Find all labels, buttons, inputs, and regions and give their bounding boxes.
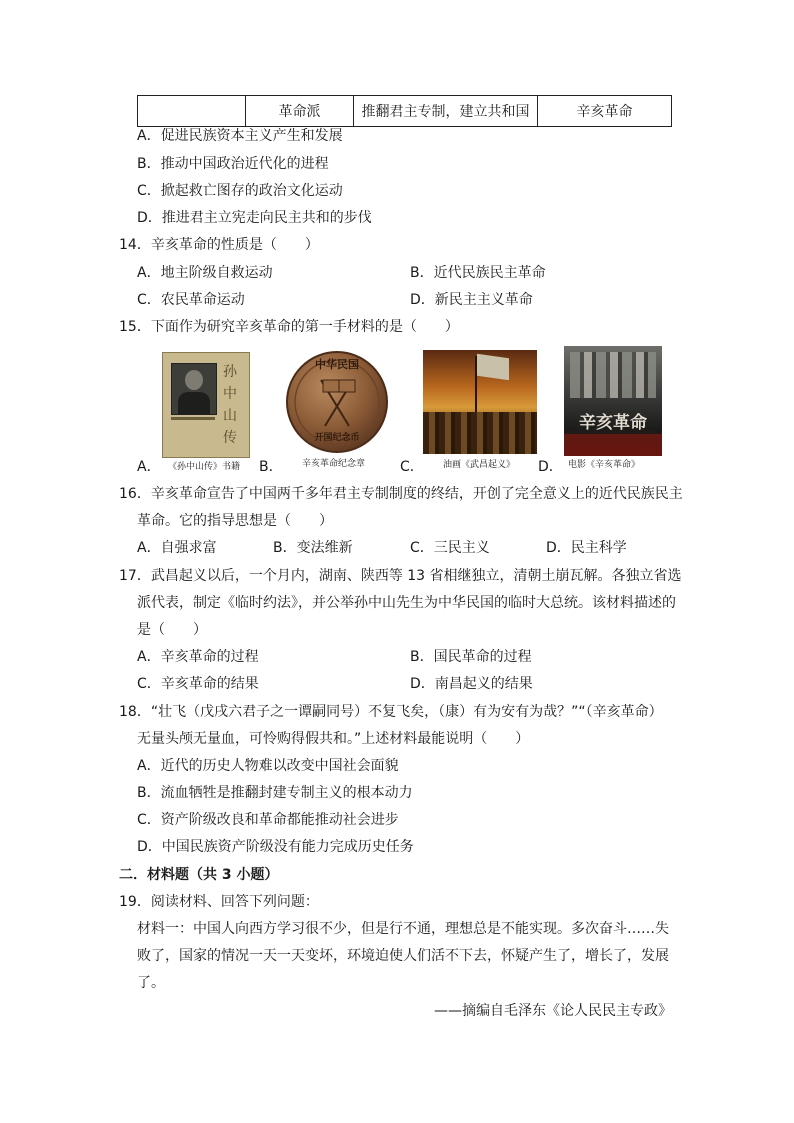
- q17-line3: 是（ ）: [137, 622, 207, 638]
- table-cell: 推翻君主专制，建立共和国: [354, 96, 538, 127]
- answer-table: [137, 95, 672, 127]
- q15-caption-a: 《孙中山传》书籍: [168, 462, 241, 472]
- table-cell: [138, 96, 246, 127]
- section-heading: 二．材料题（共 3 小题）: [119, 867, 279, 883]
- q19-source: ——摘编自毛泽东《论人民民主专政》: [434, 1003, 672, 1019]
- q16-option-a: A．自强求富: [137, 540, 217, 556]
- q18-option-c: C．资产阶级改良和革命都能推动社会进步: [137, 812, 399, 828]
- poster-faces: [570, 352, 656, 398]
- movie-poster-image: [564, 346, 662, 456]
- q15-caption-b: 辛亥革命纪念章: [302, 459, 366, 469]
- q19-stem: 19．阅读材料、回答下列问题：: [119, 894, 319, 910]
- q18-line1: 18．“壮飞（戊戌六君子之一谭嗣同号）不复飞矣，（康）有为安有为哉？”“（辛亥革命）: [119, 704, 663, 720]
- coin-image: [283, 350, 391, 454]
- book-cover-image: [162, 352, 250, 458]
- q16-line1: 16．辛亥革命宣告了中国两千多年君主专制制度的终结，开创了完全意义上的近代民族民主: [119, 486, 683, 502]
- coin-top-text: 中华民国: [315, 358, 359, 371]
- q16-line2: 革命。它的指导思想是（ ）: [137, 513, 333, 529]
- flag-icon: [477, 354, 509, 380]
- q18-option-d: D．中国民族资产阶级没有能力完成历史任务: [137, 839, 414, 855]
- q17-option-a: A．辛亥革命的过程: [137, 649, 259, 665]
- q18-line2: 无量头颅无量血，可怜购得假共和。”上述材料最能说明（ ）: [137, 731, 530, 747]
- q15-caption-c: 油画《武昌起义》: [443, 460, 516, 470]
- q17-line1: 17．武昌起义以后，一个月内，湖南、陕西等 13 省相继独立，清朝土崩瓦解。各独立省选: [119, 568, 682, 584]
- q19-material1-line3: 了。: [137, 975, 165, 991]
- q13-option-d: D．推进君主立宪走向民主共和的步伐: [137, 210, 372, 226]
- oil-painting-image: [423, 350, 537, 454]
- table-row: [138, 96, 672, 127]
- q16-option-d: D．民主科学: [546, 540, 627, 556]
- q15-caption-d: 电影《辛亥革命》: [568, 460, 641, 470]
- coin-bottom-text: 开国纪念币: [314, 433, 360, 443]
- q14-option-c: C．农民革命运动: [137, 292, 245, 308]
- q15-stem: 15．下面作为研究辛亥革命的第一手材料的是（ ）: [119, 319, 459, 335]
- q18-option-a: A．近代的历史人物难以改变中国社会面貌: [137, 758, 399, 774]
- q14-option-a: A．地主阶级自救运动: [137, 265, 273, 281]
- q15-letter-d: D．: [538, 459, 563, 475]
- book-title: 孙中山传: [223, 364, 237, 446]
- q19-material1-line1: 材料一：中国人向西方学习很不少，但是行不通，理想总是不能实现。多次奋斗……失: [137, 921, 669, 937]
- q17-option-d: D．南昌起义的结果: [410, 676, 533, 692]
- q14-stem: 14．辛亥革命的性质是（ ）: [119, 237, 319, 253]
- q15-letter-b: B．: [259, 459, 283, 475]
- movie-title: 辛亥革命: [579, 413, 647, 433]
- q15-letter-c: C．: [400, 459, 424, 475]
- q16-option-b: B．变法维新: [273, 540, 353, 556]
- q13-option-b: B．推动中国政治近代化的进程: [137, 156, 329, 172]
- portrait-photo: [171, 363, 217, 415]
- q17-line2: 派代表，制定《临时约法》，并公举孙中山先生为中华民国的临时大总统。该材料描述的: [137, 595, 676, 611]
- q14-option-b: B．近代民族民主革命: [410, 265, 546, 281]
- q19-material1-line2: 败了，国家的情况一天一天变坏，环境迫使人们活不下去，怀疑产生了，增长了，发展: [137, 948, 669, 964]
- q18-option-b: B．流血牺牲是推翻封建专制主义的根本动力: [137, 785, 413, 801]
- table-cell: 辛亥革命: [538, 96, 672, 127]
- q14-option-d: D．新民主主义革命: [410, 292, 533, 308]
- q17-option-c: C．辛亥革命的结果: [137, 676, 259, 692]
- q16-option-c: C．三民主义: [410, 540, 490, 556]
- q17-option-b: B．国民革命的过程: [410, 649, 532, 665]
- q13-option-a: A．促进民族资本主义产生和发展: [137, 128, 343, 144]
- table-cell: 革命派: [246, 96, 354, 127]
- q15-letter-a: A．: [137, 459, 161, 475]
- q13-option-c: C．掀起救亡图存的政治文化运动: [137, 183, 343, 199]
